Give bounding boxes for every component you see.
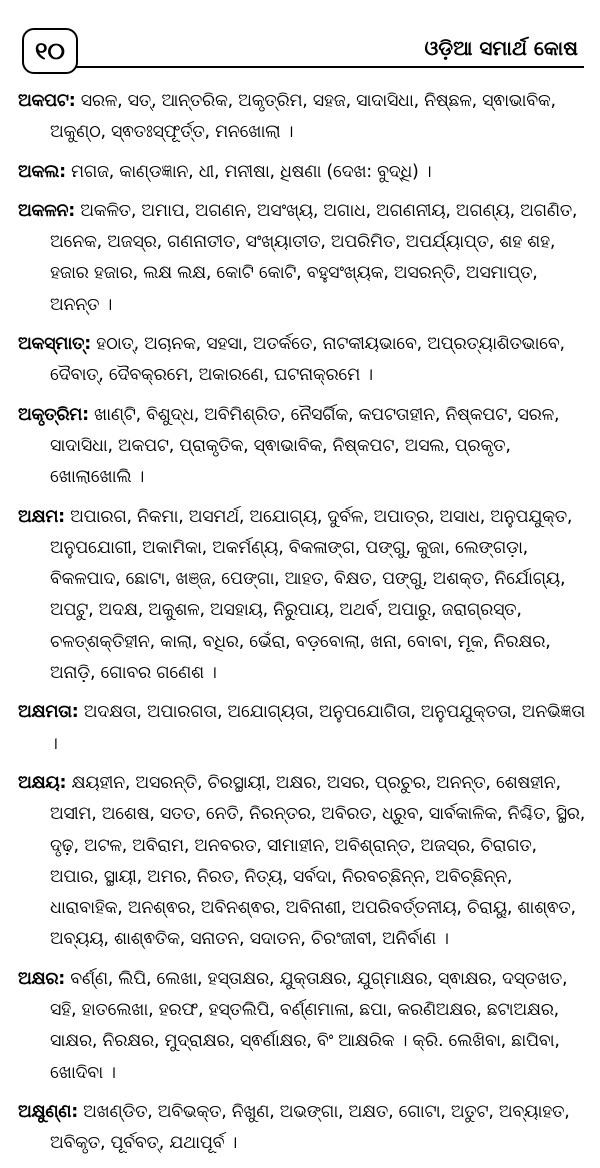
definition: କ୍ଷୟହୀନ, ଅସରନ୍ତି, ଚିରସ୍ଥାୟୀ, ଅକ୍ଷର, ଅସର, ପ୍ରଚୁର, ଅନନ୍ତ, ଶେଷହୀନ, ଅସୀମ, ଅଶେଷ, ସତତ, ନେତି, ନିରନ୍ତର, ଅବିରତ, ଧ୍ରୁବ, ସାର୍ବକାଳିକ, ନିଶ୍ଚିତ, ସ୍ଥିର, ଦୃଢ଼, ଅଟଳ, ଅବିରାମ, ଅନବରତ, ସୀମାହୀନ, ଅବିଶ୍ରାନ୍ତ, ଅଜସ୍ର, ଚିରାଗତ, ଅପାର, ସ୍ଥାୟୀ, ଅମର, ନିରତ, ନିତ୍ୟ, ସର୍ବଦା, ନିରବଚ୍ଛିନ୍ନ, ଅବିଚ୍ଛିନ୍ନ, ଧାରାବାହିକ, ଅନଶ୍ଵର, ଅବିନଶ୍ଵର, ଅବିନାଶୀ, ଅପରିବର୍ତ୍ତନୀୟ, ଚିରାୟୁ, ଶାଶ୍ଵତ, ଅବ୍ୟୟ, ଶାଶ୍ଵତିକ, ସନାତନ, ସଦାତନ, ଚିରଂଜୀବୀ, ଅନିର୍ବାଣ । [50, 772, 585, 950]
entry [18, 86, 588, 149]
headword: ଅକଲ: [18, 161, 66, 182]
entry [18, 768, 588, 956]
headword: ଅକସ୍ମାତ୍: [18, 334, 91, 355]
page-number: ୧୦ [22, 28, 78, 74]
entry [18, 697, 588, 760]
entry-list [18, 86, 588, 1168]
definition: ମଗଜ, କାଣ୍ଡଜ୍ଞାନ, ଧୀ, ମନୀଷା, ଧିଷଣା (ଦେଖ: ବୁଦ୍ଧି) । [71, 161, 432, 182]
definition: ଅଖଣ୍ଡିତ, ଅବିଭକ୍ତ, ନିଖୁଣ, ଅଭଙ୍ଗା, ଅକ୍ଷତ, ଗୋଟା, ଅତୁଟ, ଅବ୍ୟାହତ, ଅବିକୃତ, ପୂର୍ବବତ୍, ଯଥାପୂର୍ବ । [50, 1101, 570, 1154]
header-rule [76, 66, 584, 68]
entry [18, 400, 588, 494]
entry [18, 329, 588, 392]
headword: ଅକ୍ଷମ: [18, 506, 65, 527]
headword: ଅକପଟ: [18, 91, 76, 111]
headword: ଅକଳନ: [18, 200, 75, 221]
headword: ଅକ୍ଷୁଣ୍ଣ: [18, 1101, 78, 1122]
headword: ଅକ୍ଷମତା: [18, 702, 79, 723]
entry [18, 157, 588, 188]
definition: ଅଦକ୍ଷତା, ଅପାରଗତା, ଅଯୋଗ୍ୟତା, ଅନୁପଯୋଗିତା, ଅନୁପଯୁକ୍ତତା, ଅନଭିଜ୍ଞତା । [50, 702, 586, 754]
entry [18, 1097, 588, 1160]
entry [18, 502, 588, 690]
definition: ଖାଣ୍ଟି, ବିଶୁଦ୍ଧ, ଅବିମିଶ୍ରିତ, ନୈସର୍ଗିକ, କପଟତାହୀନ, ନିଷ୍କପଟ, ସରଳ, ସାଦାସିଧା, ଅକପଟ, ପ୍ରାକୃତିକ, ସ୍ଵାଭାବିକ, ନିଷ୍କପଟ, ଅସଲ, ପ୍ରକୃତ, ଖୋଲାଖୋଲି । [50, 404, 560, 488]
definition: ହଠାତ୍, ଅଚାନକ, ସହସା, ଅତର୍କତେ, ନାଟକୀୟଭାବେ, ଅପ୍ରତ୍ୟାଶିତଭାବେ, ଦୈବାତ୍, ଦୈବକ୍ରମେ, ଅକାରଣେ, ଘଟନାକ୍ରମେ । [50, 334, 565, 386]
definition: ବର୍ଣ୍ଣ, ଲିପି, ଲେଖା, ହସ୍ତାକ୍ଷର, ଯୁକ୍ତାକ୍ଷର, ଯୁଗ୍ମାକ୍ଷର, ସ୍ଵାକ୍ଷର, ଦସ୍ତଖତ, ସହି, ହାତଲେଖା, ହରଫ, ହସ୍ତଲିପି, ବର୍ଣ୍ଣମାଳା, ଛପା, କରଣିଅକ୍ଷର, ଛଟାଅକ୍ଷର, ସାକ୍ଷର, ନିରକ୍ଷର, ମୁଦ୍ରାକ୍ଷର, ସ୍ଵର୍ଣାକ୍ଷର, ବିଂ ଆକ୍ଷରିକ । କ୍ରି. ଲେଖିବା, ଛାପିବା, ଖୋଦିବା । [50, 968, 568, 1083]
entry [18, 964, 588, 1089]
definition: ଅପାରଗ, ନିକମା, ଅସମର୍ଥ, ଅଯୋଗ୍ୟ, ଦୁର୍ବଳ, ଅପାତ୍ର, ଅସାଧ, ଅନୁପଯୁକ୍ତ, ଅନୁପଯୋଗୀ, ଅକାମିକା, ଅକର୍ମଣ୍ୟ, ବିକଳାଙ୍ଗ, ପଙ୍ଗୁ, କୁଜା, ଲେଙ୍ଗଡ଼ା, ବିକଳପାଦ, ଛୋଟା, ଖଞ୍ଜ, ପେଙ୍ଗା, ଆହତ, ବିକ୍ଷତ, ପଙ୍ଗୁ, ଅଶକ୍ତ, ନିର୍ଯୋଗ୍ୟ, ଅପଟୁ, ଅଦକ୍ଷ, ଅକୁଶଳ, ଅସହାୟ, ନିରୁପାୟ, ଅଥର୍ବ, ଅପାରୁ, ଜରାଗ୍ରସ୍ତ, ଚଳତ୍‌ଶକ୍ତିହୀନ, କାଲା, ବଧିର, ଭେଁରା, ବଡ଼ବୋଲା, ଖନା, ବୋବା, ମୂକ, ନିରକ୍ଷର, ଅନାଡ଼ି, ଗୋବର ଗଣେଶ । [50, 506, 573, 684]
entry [18, 196, 588, 321]
definition: ସରଳ, ସତ୍, ଆନ୍ତରିକ, ଅକୃତ୍ରିମ, ସହଜ, ସାଦାସିଧା, ନିଷ୍ଛଳ, ସ୍ଵାଭାବିକ, ଅକୁଣ୍ଠ, ସ୍ଵତଃସ୍ଫୂର୍ତ୍ତ, ମନଖୋଲା । [50, 91, 556, 143]
definition: ଅକଳିତ, ଅମାପ, ଅଗଣନ, ଅସଂଖ୍ୟ, ଅଗାଧ, ଅଗଣନୀୟ, ଅଗଣ୍ୟ, ଅଗଣିତ, ଅନେକ, ଅଜସ୍ର, ଗଣନାତୀତ, ସଂଖ୍ୟାତୀତ, ଅପରିମିତ, ଅପର୍ଯ୍ୟାପ୍ତ, ଶହ ଶହ, ହଜାର ହଜାର, ଲକ୍ଷ ଲକ୍ଷ, କୋଟି କୋଟି, ବହୁସଂଖ୍ୟକ, ଅସରନ୍ତି, ଅସମାପ୍ତ, ଅନନ୍ତ । [50, 200, 578, 315]
running-title: ଓଡ଼ିଆ ସମାର୍ଥ କୋଷ [424, 36, 578, 60]
headword: ଅକ୍ଷୟ: [18, 772, 67, 793]
headword: ଅକ୍ଷର: [18, 968, 66, 989]
headword: ଅକୃତ୍ରିମ: [18, 404, 89, 425]
